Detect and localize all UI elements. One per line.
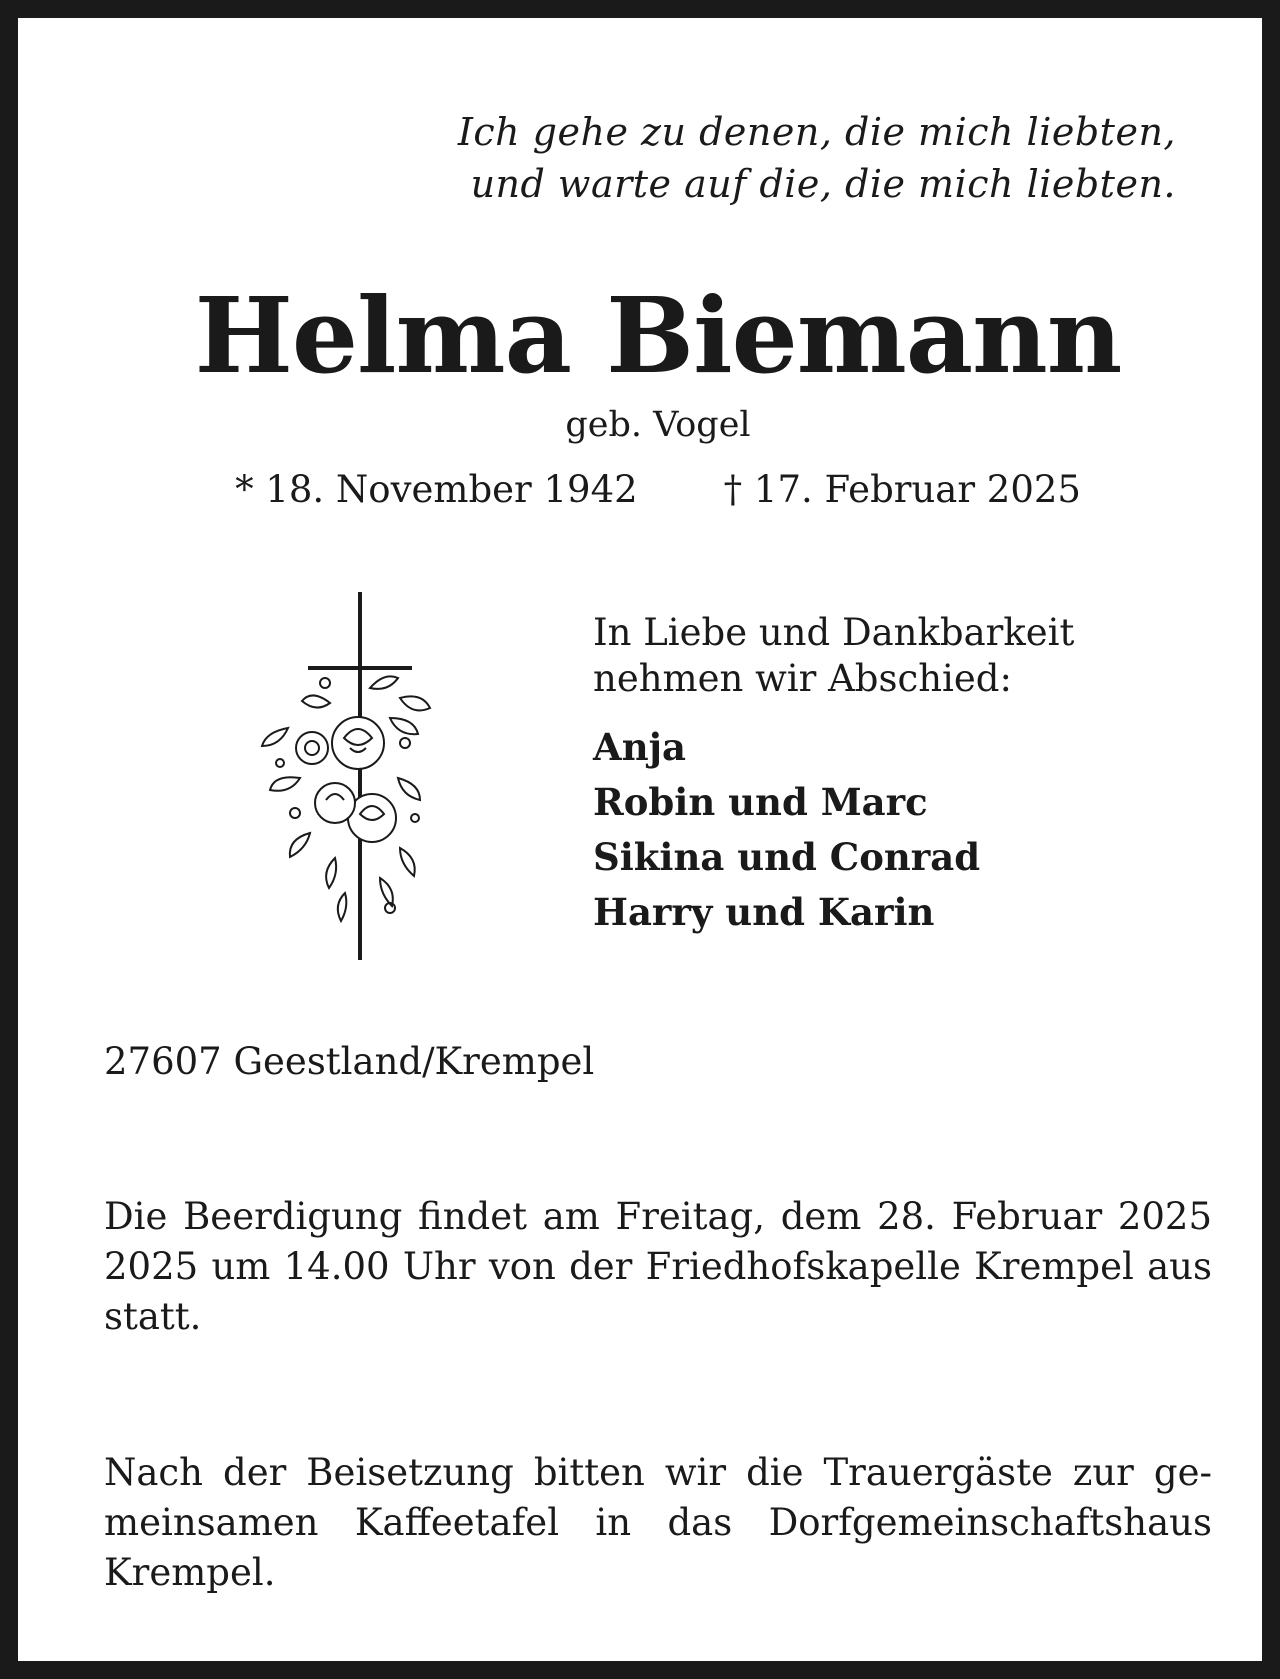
birth-date: * 18. November 1942 (235, 468, 638, 511)
funeral-notice: Die Beerdigung findet am Freitag, dem 28. Februar 2025 2025 um 14.00 Uhr von der Friedhofskapelle Krempel aus statt. (104, 1195, 1212, 1338)
quote-line-2: und warte auf die, die mich liebten. (470, 162, 1176, 206)
farewell-line-1: In Liebe und Dankbarkeit (593, 611, 1075, 654)
mourners-list (593, 720, 980, 940)
mourner-name: Harry und Karin (593, 890, 935, 934)
farewell-line-2: nehmen wir Abschied: (593, 657, 1012, 700)
cross-with-roses-icon (240, 588, 440, 968)
mourner-name: Sikina und Conrad (593, 835, 981, 879)
address: 27607 Geestland/Krempel (104, 1040, 595, 1083)
mourner-name: Robin und Marc (593, 780, 928, 824)
birth-name: geb. Vogel (565, 405, 751, 445)
reception-notice: Nach der Beisetzung bitten wir die Trauergäste zur gemeinsamen Kaffeetafel in das Dorfgemeinschaftshaus Krempel. (104, 1451, 1212, 1594)
farewell-text (593, 610, 1074, 702)
death-date: † 17. Februar 2025 (723, 468, 1081, 511)
mourner-name: Anja (593, 725, 686, 769)
quote-line-1: Ich gehe zu denen, die mich liebten, (457, 110, 1176, 154)
epigraph-quote (416, 106, 1176, 210)
deceased-name: Helma Biemann (194, 274, 1122, 397)
life-dates (18, 466, 1280, 514)
